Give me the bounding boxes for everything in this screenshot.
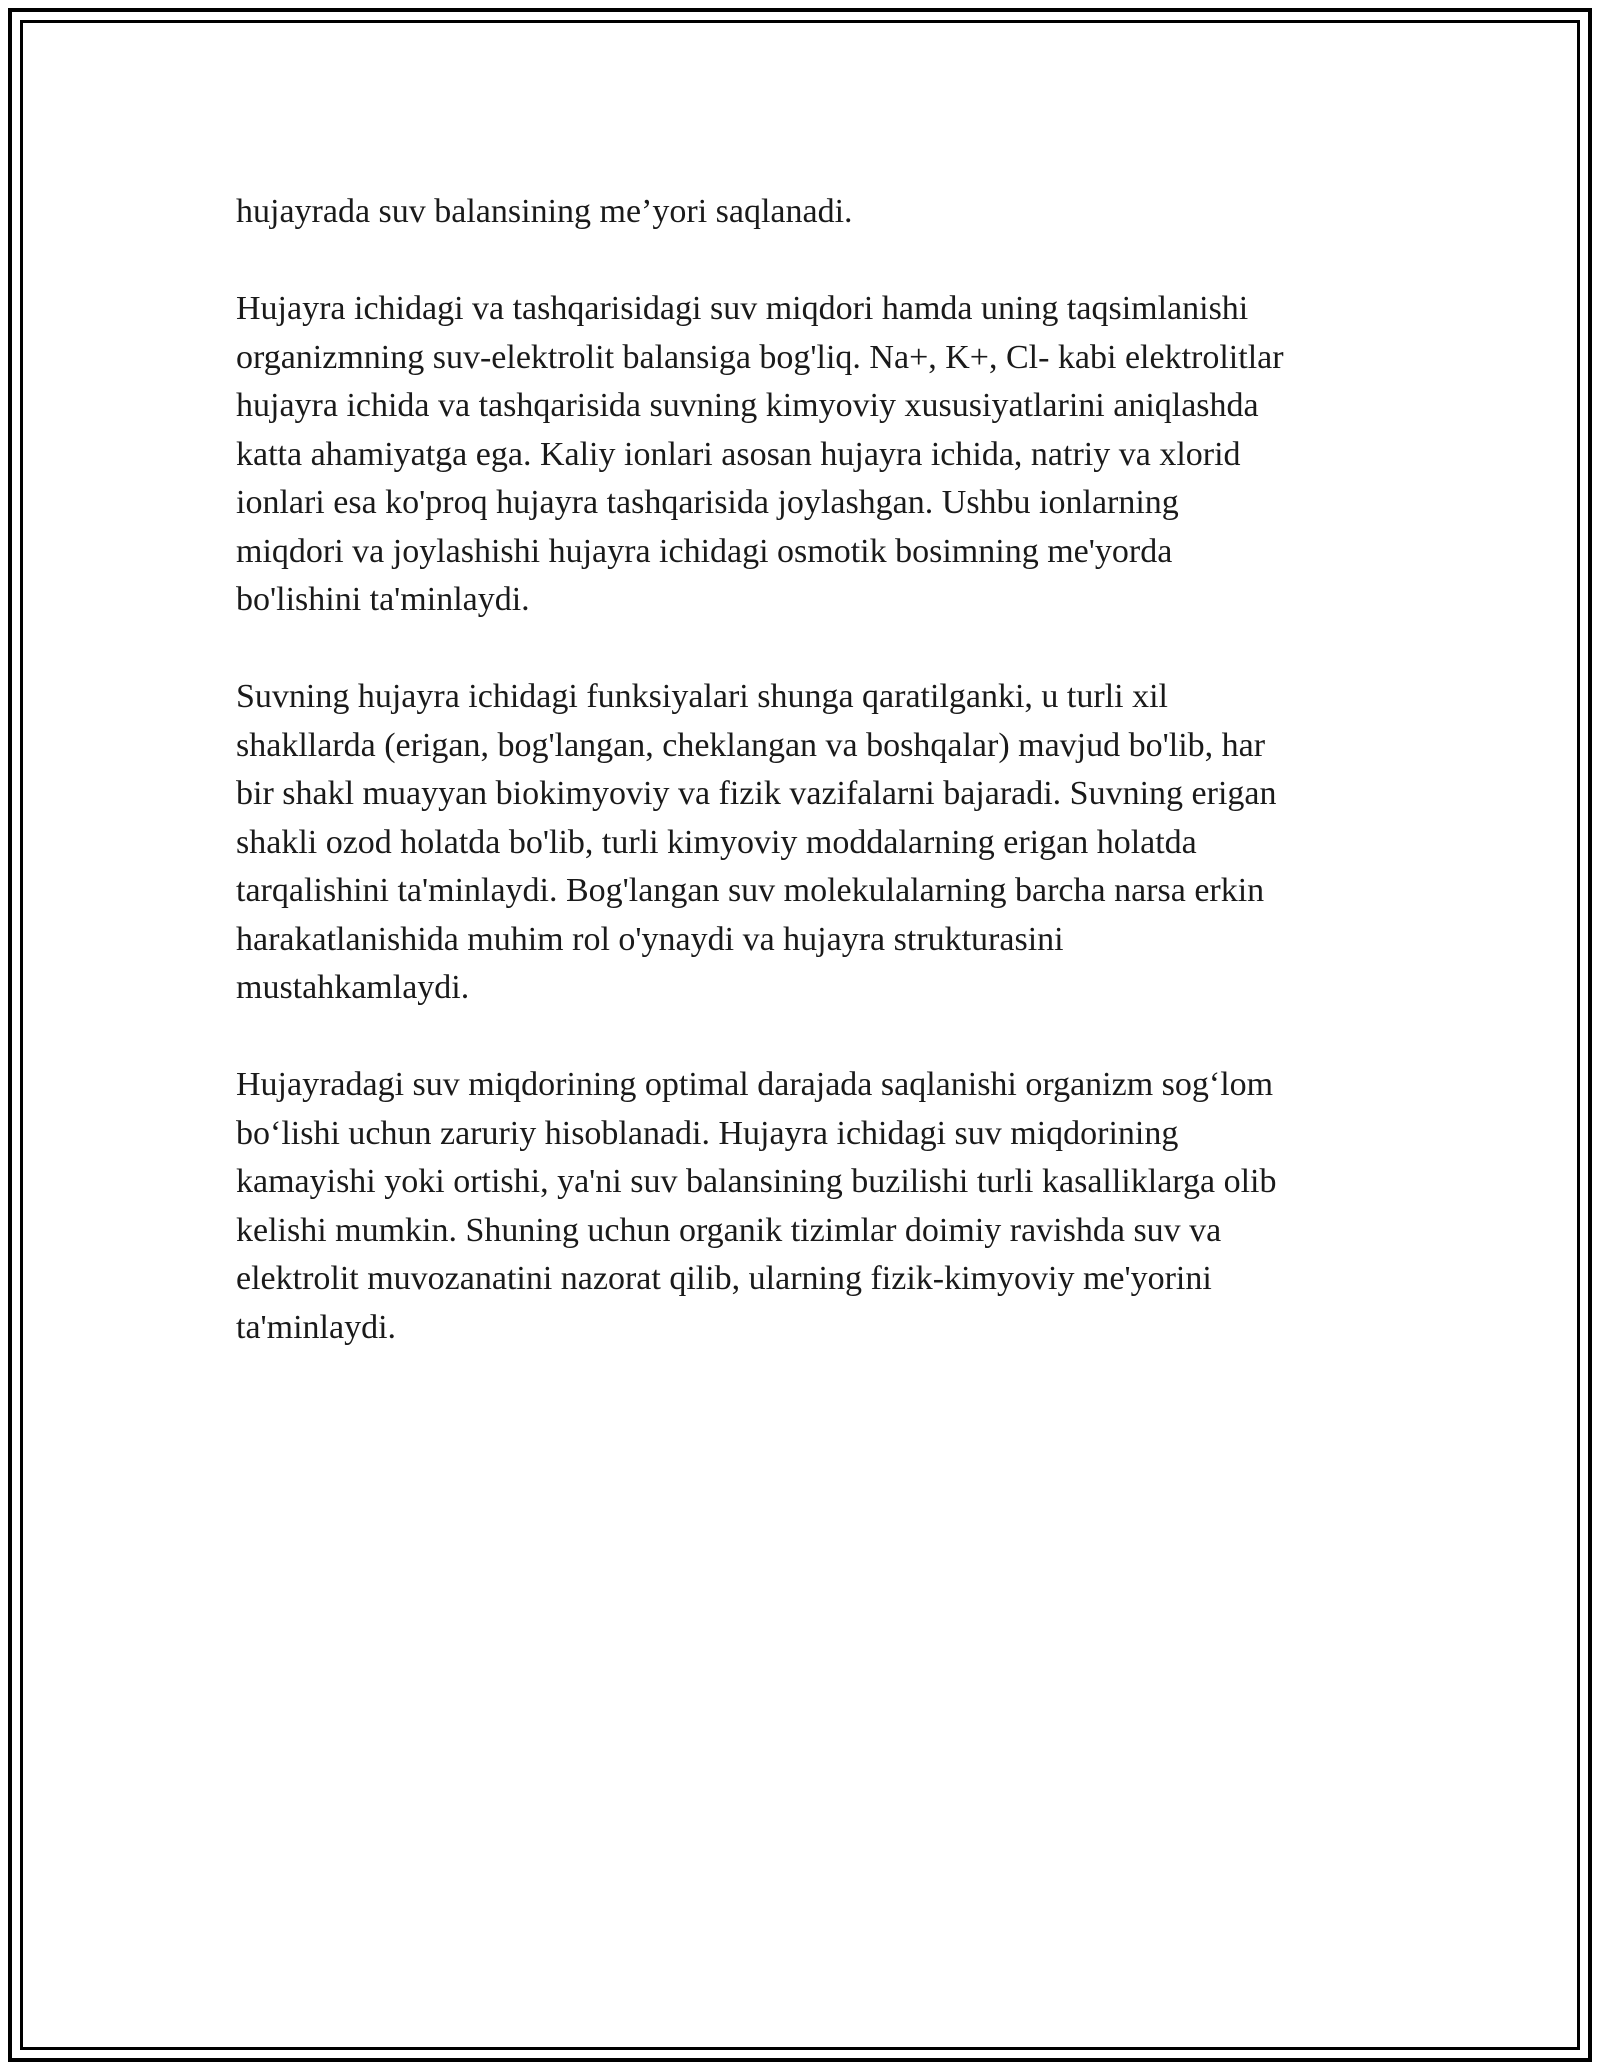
text-line: bo‘lishi uchun zaruriy hisoblanadi. Hujayra ichidagi suv miqdorining [236,1114,1179,1152]
text-line: bo'lishini ta'minlaydi. [236,581,530,618]
text-line: ta'minlaydi. [236,1308,397,1346]
text-line: Suvning hujayra ichidagi funksiyalari shunga qaratilganki, u turli xil [236,678,1168,715]
text-line: kelishi mumkin. Shuning uchun organik tizimlar doimiy ravishda suv va [236,1211,1222,1249]
text-line: mustahkamlaydi. [236,969,470,1006]
text-line: shakli ozod holatda bo'lib, turli kimyoviy moddalarning erigan holatda [236,823,1197,861]
paragraph-3 [236,673,1376,1013]
text-line: tarqalishini ta'minlaydi. Bog'langan suv molekulalarning barcha narsa erkin [236,872,1265,909]
paragraph-4 [236,1061,1376,1352]
text-line: katta ahamiyatga ega. Kaliy ionlari asosan hujayra ichida, natriy va xlorid [236,435,1241,473]
text-line: organizmning suv-elektrolit balansiga bog'liq. Na+, K+, Cl- kabi elektrolitlar [236,338,1284,376]
paragraph-2 [236,285,1376,625]
text-line: elektrolit muvozanatini nazorat qilib, ularning fizik-kimyoviy me'yorini [236,1260,1212,1297]
text-line: shakllarda (erigan, bog'langan, cheklangan va boshqalar) mavjud bo'lib, har [236,726,1266,764]
paragraph-1 [236,188,1376,237]
document-body [236,188,1376,1401]
text-line: hujayrada suv balansining me’yori saqlanadi. [236,193,853,230]
text-line: Hujayra ichidagi va tashqarisidagi suv miqdori hamda uning taqsimlanishi [236,290,1249,327]
text-line: miqdori va joylashishi hujayra ichidagi osmotik bosimning me'yorda [236,532,1173,570]
text-line: ionlari esa ko'proq hujayra tashqarisida joylashgan. Ushbu ionlarning [236,484,1179,521]
text-line: harakatlanishida muhim rol o'ynaydi va hujayra strukturasini [236,920,1064,958]
text-line: Hujayradagi suv miqdorining optimal darajada saqlanishi organizm sog‘lom [236,1066,1274,1103]
text-line: bir shakl muayyan biokimyoviy va fizik vazifalarni bajaradi. Suvning erigan [236,775,1277,812]
text-line: hujayra ichida va tashqarisida suvning kimyoviy xususiyatlarini aniqlashda [236,387,1259,424]
text-line: kamayishi yoki ortishi, ya'ni suv balansining buzilishi turli kasalliklarga olib [236,1163,1277,1200]
